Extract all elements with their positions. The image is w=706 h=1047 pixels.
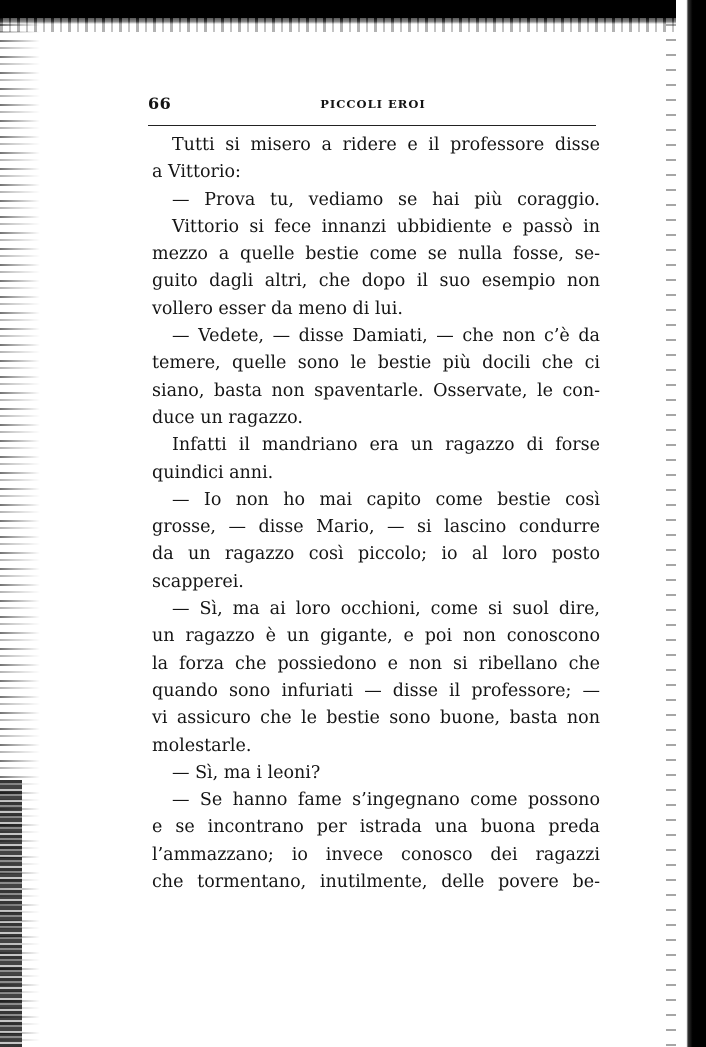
text-line: — Sì, ma ai loro occhioni, come si suol dire,: [172, 599, 600, 620]
text-line: mezzo a quelle bestie come se nulla fosse, se-: [152, 244, 600, 265]
text-line: e se incontrano per istrada una buona preda: [152, 817, 600, 838]
text-line: da un ragazzo così piccolo; io al loro posto: [152, 544, 600, 565]
text-line: temere, quelle sono le bestie più docili che ci: [152, 353, 600, 374]
text-line: vi assicuro che le bestie sono buone, basta non: [152, 708, 600, 729]
text-line: quando sono infuriati — disse il professore; —: [152, 680, 600, 701]
running-title: PICCOLI EROI: [320, 97, 426, 111]
text-line: — Io non ho mai capito come bestie così: [172, 489, 600, 510]
text-line: guito dagli altri, che dopo il suo esempio non: [152, 271, 600, 292]
text-line: che tormentano, inutilmente, delle povere be-: [152, 872, 600, 893]
text-line: siano, basta non spaventarle. Osservate, le con-: [152, 380, 600, 401]
text-line: duce un ragazzo.: [152, 407, 303, 428]
page-header: [148, 90, 598, 118]
header-rule: [148, 125, 596, 126]
text-line: Tutti si misero a ridere e il professore disse: [172, 135, 600, 155]
text-line: l’ammazzano; io invece conosco dei ragazzi: [152, 844, 600, 865]
text-line: — Prova tu, vediamo se hai più coraggio.: [172, 189, 600, 210]
text-line: vollero esser da meno di lui.: [152, 298, 403, 319]
scan-left-edge-shadow: [0, 780, 22, 1047]
text-line: un ragazzo è un gigante, e poi non conoscono: [152, 626, 600, 647]
text-line: — Vedete, — disse Damiati, — che non c’è da: [172, 326, 600, 347]
text-line: — Se hanno fame s’ingegnano come possono: [172, 790, 600, 811]
scan-right-edge-noise: [666, 24, 676, 1047]
text-line: la forza che possiedono e non si ribellano che: [152, 653, 600, 674]
text-line: scapperei.: [152, 571, 244, 592]
scan-top-edge-noise: [0, 18, 706, 32]
text-line: Vittorio si fece innanzi ubbidiente e passò in: [172, 216, 600, 237]
text-line: Infatti il mandriano era un ragazzo di forse: [172, 435, 600, 456]
text-line: molestarle.: [152, 735, 252, 756]
page-number: 66: [148, 94, 172, 113]
text-line: quindici anni.: [152, 462, 274, 483]
text-line: a Vittorio:: [152, 162, 241, 183]
text-line: grosse, — disse Mario, — si lascino condurre: [152, 517, 600, 538]
text-line: — Sì, ma i leoni?: [172, 762, 321, 783]
page-body: [152, 132, 600, 896]
scan-right-edge: [676, 0, 706, 1047]
